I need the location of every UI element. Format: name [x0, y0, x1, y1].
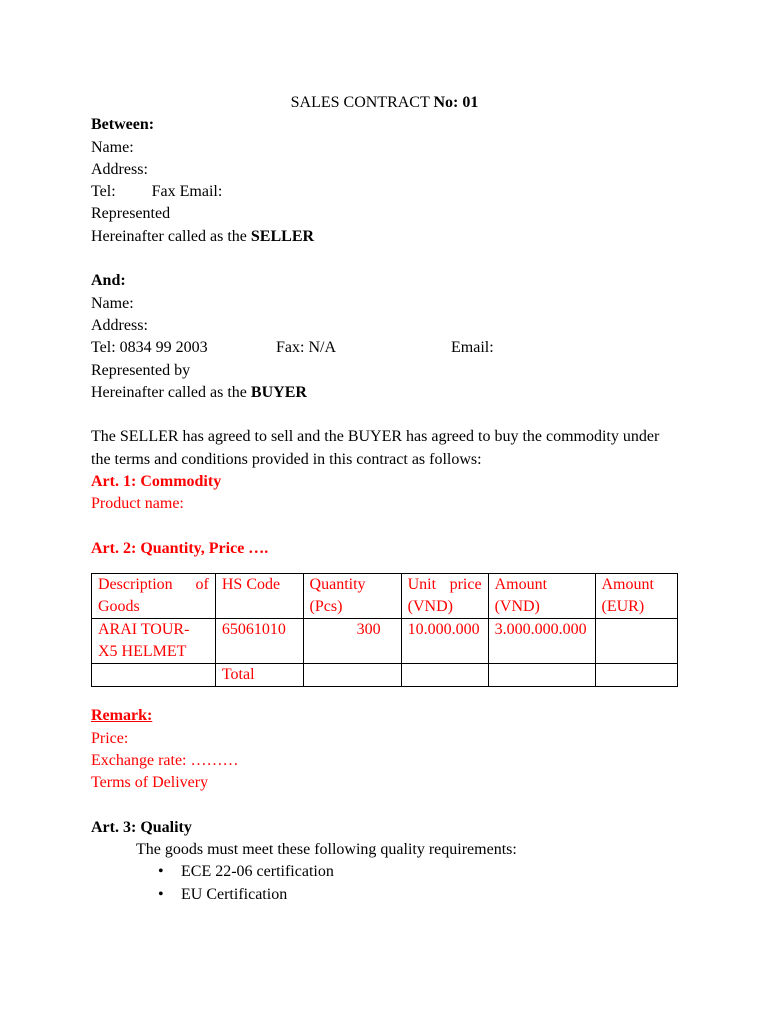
seller-address: Address:	[91, 160, 148, 178]
bullet-icon: •	[158, 885, 164, 903]
buyer-email: Email:	[451, 339, 494, 357]
remark-heading: Remark:	[91, 707, 153, 725]
buyer-contact-line	[91, 337, 678, 359]
seller-name: Name:	[91, 138, 134, 156]
art1-product-name: Product name:	[91, 495, 184, 513]
remark-price: Price:	[91, 729, 129, 747]
cell-hs-code: 65061010	[215, 619, 303, 664]
seller-role: SELLER	[250, 227, 315, 245]
total-empty-3	[401, 664, 488, 687]
header-quantity: Quantity (Pcs)	[303, 574, 401, 619]
total-empty-5	[595, 664, 678, 687]
cell-total-label: Total	[215, 664, 303, 687]
table-row	[92, 619, 678, 664]
remark-exchange-rate: Exchange rate: ………	[91, 751, 239, 769]
cell-amount-eur	[595, 619, 678, 664]
buyer-called-prefix: Hereinafter called as the	[91, 383, 251, 401]
list-item	[91, 884, 678, 906]
contract-number: No: 01	[433, 94, 479, 111]
header-unit-price: Unit price (VND)	[401, 574, 488, 619]
buyer-tel: Tel: 0834 99 2003	[91, 339, 208, 357]
seller-fax-email: Fax Email:	[151, 183, 223, 201]
contract-body	[91, 92, 678, 906]
seller-called-prefix: Hereinafter called as the	[91, 227, 251, 245]
buyer-fax: Fax: N/A	[276, 339, 336, 357]
cell-description: ARAI TOUR-X5 HELMET	[92, 619, 216, 664]
buyer-name: Name:	[91, 294, 134, 312]
goods-table	[91, 573, 678, 687]
cell-amount-vnd: 3.000.000.000	[488, 619, 595, 664]
buyer-address: Address:	[91, 316, 148, 334]
seller-represented: Represented	[91, 205, 171, 223]
buyer-called	[91, 382, 678, 404]
buyer-role: BUYER	[250, 383, 307, 401]
total-empty-2	[303, 664, 401, 687]
requirement-text: EU Certification	[181, 885, 288, 903]
intro-paragraph: The SELLER has agreed to sell and the BUYER has agreed to buy the commodity under the terms and conditions provided in this contract as follows:	[91, 428, 660, 468]
art3-intro: The goods must meet these following quality requirements:	[136, 841, 517, 859]
contract-title	[91, 92, 678, 114]
seller-tel: Tel:	[91, 183, 116, 201]
table-header-row	[92, 574, 678, 619]
header-hs-code: HS Code	[215, 574, 303, 619]
bullet-icon: •	[158, 863, 164, 881]
cell-unit-price: 10.000.000	[401, 619, 488, 664]
contract-title-label: SALES CONTRACT	[290, 94, 430, 111]
requirement-text: ECE 22-06 certification	[181, 863, 334, 881]
buyer-heading: And:	[91, 272, 126, 290]
header-amount-vnd: Amount (VND)	[488, 574, 595, 619]
seller-called	[91, 226, 678, 248]
seller-contact-line	[91, 181, 678, 203]
quality-requirements-list	[91, 861, 678, 906]
art1-heading: Art. 1: Commodity	[91, 473, 222, 491]
total-empty-4	[488, 664, 595, 687]
total-empty-1	[92, 664, 216, 687]
list-item	[91, 861, 678, 883]
cell-quantity: 300	[303, 619, 401, 664]
table-total-row	[92, 664, 678, 687]
buyer-represented: Represented by	[91, 361, 191, 379]
art3-heading: Art. 3: Quality	[91, 818, 192, 836]
header-description: Description of Goods	[92, 574, 216, 619]
header-amount-eur: Amount (EUR)	[595, 574, 678, 619]
remark-terms-of-delivery: Terms of Delivery	[91, 774, 209, 792]
seller-heading: Between:	[91, 116, 155, 134]
art2-heading: Art. 2: Quantity, Price ….	[91, 539, 269, 557]
